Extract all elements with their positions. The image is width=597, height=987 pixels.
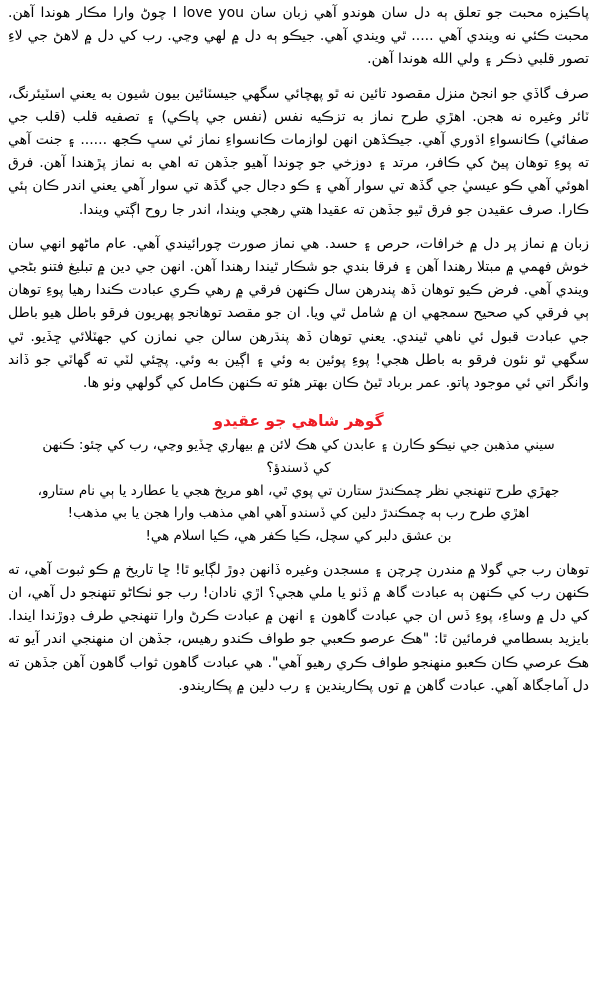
poem-block — [8, 434, 589, 548]
poem-line: کي ڏسندؤ؟ — [266, 459, 331, 476]
poem-line: جهڙي طرح تنهنجي نظر چمڪندڙ ستارن تي پوي ٿي، اهو مريخ هجي يا عطارد يا ٻي نام ستارو، — [37, 482, 560, 499]
section-heading: گوهر شاهي جو عقيدو — [213, 412, 384, 431]
paragraph-places-of-worship: توهان رب جي گولا ۾ مندرن چرچن ۽ مسجدن وغيره ڏانهن ڊوڙ لڳايو ٿا! ڇا تاريخ ۾ ڪو ثبوت آهي، ته ڪنهن رب کي ڪنهن ٻه عبادت گاھ ۾ ڏٺو يا ملي هجي؟ اڙي نادان! رب جو ٺڪاڻو تنهنجو دل آهي، ان کي دل ۾ وساءِ، پوءِ ڏس ان جي عبادت گاهون ۽ انهن ۾ عبادت ڪرڻ وارا تنهنجي طرف ڊوڙندا ايندا. بايزيد بسطامي فرمائين ٿا: "هڪ عرصو ڪعبي جو طواف ڪندو رهيس، جڏهن ان منهنجي اندر آيو ته هڪ عرصي ڪان ڪعبو منهنجو طواف ڪري رهيو آهي". هي عبادت گاهون ثواب گاهون آهن جڏهن ته دل آماجگاھ آهي. عبادت گاهن ۾ توں پڪاريندين ۽ رب دلين ۾ پڪاريندو. — [8, 561, 589, 694]
poem-line: اهڙي طرح رب ٻه چمڪندڙ دلين کي ڏسندو آهي اهي مذهب وارا هجن يا بي مذهب! — [67, 505, 530, 522]
poem-line: بن عشق دلبر کي سچل، ڪيا ڪفر هي، ڪيا اسلام هي! — [145, 528, 452, 545]
paragraph-sectarianism: زبان ۾ نماز پر دل ۾ خرافات، حرص ۽ حسد. هي نماز صورت چورائيندي آهي. عام ماڻهو انهي سان خوش فهمي ۾ مبتلا رهندا آهن ۽ فرقا بندي جو شڪار ٿيندا رهندا آهن. انهن جي دين ۾ تبليغ فتنو بڻجي ويندي آهي. فرض ڪيو توهان ڏھ پندرهن سال ڪنهن فرقي ۾ رهي ڪري عبادت ڪندا رهيا پوءِ توهان ٻي فرقي کي صحيح سمجهي ان ۾ شامل ٿي ويا. ان جو مقصد توهانجو پهريون فرقو باطل هيو باطل جي عبادت قبول ئي ناهي ٿيندي. يعني توهان ڏھ پنڌرهن سالن جي نمازن کي جهٽلائي ڇڏيو. ٿي سگهي ٿو نئون فرقو به باطل هجي! پوءِ پوئين به وئي ۽ اڳين به وئي. پڇئي لٽي ته گهاٽي جو ڏاند وانگر اتي ئي موجود پاتو. عمر برباد ٿيڻ ڪان بهتر هئو ته ڪنهن ڪامل کي گولهي وٺو ها. — [8, 235, 589, 392]
paragraph-prayer-purification: صرف گاڏي جو انجڻ منزل مقصود تائين نه ٿو پهچائي سگهي جيسٽائين بيون شيون به يعني اسٽيئرنگ، ٽائر وغيره نه هجن. اهڙي طرح نماز به تزڪيه نفس (نفس جي پاڪي) ۽ تصفيه قلب (قلب جي صفائي) ڪانسواءِ اڌوري آهي. جيڪڏهن انهن لوازمات ڪانسواءِ نماز ئي سڀ ڪجھ ...... ۽ جنت آهي ته پوءِ توهان پيڻ کي ڪافر، مرتد ۽ دوزخي جو چوندا آهيو جڏهن ته اهي به نماز پڙهندا آهن. فرق اهوئي آهي ڪو عيسيٰ جي گڏھ تي سوار آهي ۽ ڪو دجال جي گڏھ تي سوار آهي يعني اندر ڪان ٻئي ڪارا. صرف عقيدن جو فرق ٿيو جڏهن ته عقيدا هتي رهجي ويندا، اندر جا روح اڳتي ويندا. — [8, 85, 589, 218]
poem-line: سيني مذهبن جي نيڪو ڪارن ۽ عابدن کي هڪ لائن ۾ بيهاري ڇڏيو وڃي، رب کي چئو: ڪنهن — [42, 437, 555, 454]
paragraph-love: پاڪيزه محبت جو تعلق ٻه دل سان هوندو آهي زبان سان I love you چوڻ وارا مڪار هوندا آهن. محبت ڪئي نه ويندي آهي ..... ٿي ويندي آهي. جيڪو ٻه دل ۾ لهي وڃي. رب کي دل ۾ لاهڻ جي لاءِ تصور قلبي ذڪر ۽ ولي الله هوندا آهن. — [8, 5, 589, 68]
